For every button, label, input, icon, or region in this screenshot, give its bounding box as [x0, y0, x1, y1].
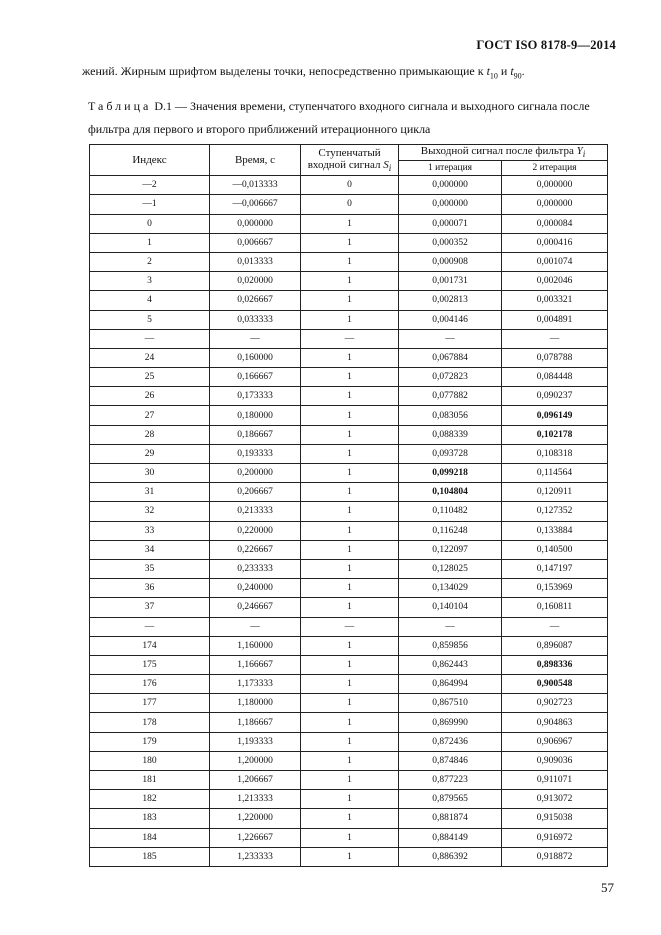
cell-iteration-1: 0,128025	[399, 559, 502, 578]
cell-iteration-2: 0,001074	[502, 252, 608, 271]
cell-iteration-2: 0,000000	[502, 176, 608, 195]
cell-time: 0,213333	[210, 502, 301, 521]
table-row	[90, 540, 608, 559]
cell-index: 5	[90, 310, 210, 329]
cell-index: 182	[90, 790, 210, 809]
cell-step-input: 1	[301, 214, 399, 233]
table-row	[90, 559, 608, 578]
cell-time: —	[210, 329, 301, 348]
cell-time: 0,006667	[210, 233, 301, 252]
cell-step-input: 1	[301, 828, 399, 847]
table-row	[90, 348, 608, 367]
cell-step-input: 1	[301, 847, 399, 866]
cell-time: 1,213333	[210, 790, 301, 809]
cell-index: 181	[90, 771, 210, 790]
cell-iteration-2: 0,902723	[502, 694, 608, 713]
cell-iteration-1: 0,001731	[399, 272, 502, 291]
cell-iteration-2: 0,153969	[502, 579, 608, 598]
table-row	[90, 694, 608, 713]
cell-step-input: 1	[301, 540, 399, 559]
table-row	[90, 636, 608, 655]
cell-time: 0,220000	[210, 521, 301, 540]
table-row	[90, 675, 608, 694]
cell-time: 1,173333	[210, 675, 301, 694]
cell-iteration-2: 0,911071	[502, 771, 608, 790]
cell-iteration-1: 0,000352	[399, 233, 502, 252]
table-row	[90, 329, 608, 348]
cell-iteration-1: 0,000908	[399, 252, 502, 271]
cell-iteration-1: 0,000000	[399, 195, 502, 214]
table-row	[90, 425, 608, 444]
cell-index: 184	[90, 828, 210, 847]
output-sub: i	[582, 149, 586, 160]
cell-step-input: 1	[301, 732, 399, 751]
cell-time: 1,186667	[210, 713, 301, 732]
intro-sentence: жений. Жирным шрифтом выделены точки, непосредственно примыкающие к	[82, 64, 487, 78]
table-row	[90, 579, 608, 598]
cell-time: 1,206667	[210, 771, 301, 790]
cell-iteration-1: 0,002813	[399, 291, 502, 310]
cell-iteration-2: 0,900548	[502, 675, 608, 694]
step-line1: Ступенчатый	[318, 146, 381, 159]
page-number: 57	[601, 880, 614, 895]
cell-time: 0,160000	[210, 348, 301, 367]
table-row	[90, 828, 608, 847]
cell-time: 1,166667	[210, 655, 301, 674]
table-row	[90, 771, 608, 790]
cell-index: 24	[90, 348, 210, 367]
intro-end: .	[521, 64, 525, 78]
table-row	[90, 368, 608, 387]
cell-index: 183	[90, 809, 210, 828]
cell-iteration-1: 0,000071	[399, 214, 502, 233]
cell-step-input: 1	[301, 559, 399, 578]
table-row	[90, 310, 608, 329]
cell-step-input: 0	[301, 176, 399, 195]
cell-time: 1,180000	[210, 694, 301, 713]
cell-iteration-2: 0,084448	[502, 368, 608, 387]
cell-time: 1,193333	[210, 732, 301, 751]
step-var: S	[383, 158, 389, 171]
cell-iteration-2: 0,004891	[502, 310, 608, 329]
cell-iteration-2: 0,078788	[502, 348, 608, 367]
cell-iteration-2: 0,002046	[502, 272, 608, 291]
cell-iteration-1: 0,874846	[399, 751, 502, 770]
cell-iteration-2: 0,918872	[502, 847, 608, 866]
document-header: ГОСТ ISO 8178-9—2014	[476, 38, 616, 52]
table-row	[90, 521, 608, 540]
cell-index: 180	[90, 751, 210, 770]
cell-iteration-1: 0,122097	[399, 540, 502, 559]
cell-time: —0,013333	[210, 176, 301, 195]
cell-iteration-2: 0,133884	[502, 521, 608, 540]
cell-index: 174	[90, 636, 210, 655]
header-row	[90, 145, 608, 161]
cell-iteration-1: —	[399, 329, 502, 348]
cell-step-input: 1	[301, 502, 399, 521]
caption-text: — Значения времени, ступенчатого входного сигнала и выходного сигнала после фильтра для первого и второго приближений итерационного цикла	[88, 99, 590, 136]
cell-iteration-1: 0,884149	[399, 828, 502, 847]
cell-time: 0,020000	[210, 272, 301, 291]
table-row	[90, 655, 608, 674]
cell-step-input: 1	[301, 771, 399, 790]
table-row	[90, 291, 608, 310]
cell-iteration-2: 0,904863	[502, 713, 608, 732]
intro-text	[82, 64, 525, 80]
cell-time: 0,200000	[210, 464, 301, 483]
cell-iteration-1: 0,140104	[399, 598, 502, 617]
cell-iteration-1: 0,083056	[399, 406, 502, 425]
table-row	[90, 751, 608, 770]
cell-iteration-2: 0,120911	[502, 483, 608, 502]
cell-step-input: 1	[301, 252, 399, 271]
cell-index: 28	[90, 425, 210, 444]
cell-time: 0,193333	[210, 444, 301, 463]
cell-index: 1	[90, 233, 210, 252]
cell-iteration-1: 0,859856	[399, 636, 502, 655]
cell-step-input: 1	[301, 713, 399, 732]
cell-step-input: —	[301, 329, 399, 348]
cell-index: 3	[90, 272, 210, 291]
cell-index: 185	[90, 847, 210, 866]
col-header-step	[301, 145, 399, 176]
cell-iteration-2: 0,147197	[502, 559, 608, 578]
cell-step-input: 0	[301, 195, 399, 214]
cell-time: 0,033333	[210, 310, 301, 329]
cell-index: —	[90, 617, 210, 636]
cell-iteration-1: 0,067884	[399, 348, 502, 367]
cell-step-input: 1	[301, 406, 399, 425]
cell-iteration-2: 0,102178	[502, 425, 608, 444]
cell-iteration-2: 0,127352	[502, 502, 608, 521]
cell-step-input: 1	[301, 464, 399, 483]
cell-step-input: —	[301, 617, 399, 636]
cell-step-input: 1	[301, 233, 399, 252]
cell-step-input: 1	[301, 387, 399, 406]
cell-index: 32	[90, 502, 210, 521]
table-row	[90, 406, 608, 425]
cell-iteration-1: 0,879565	[399, 790, 502, 809]
cell-iteration-2: 0,096149	[502, 406, 608, 425]
cell-iteration-2: 0,913072	[502, 790, 608, 809]
cell-iteration-2: 0,000416	[502, 233, 608, 252]
cell-index: 176	[90, 675, 210, 694]
cell-time: 0,026667	[210, 291, 301, 310]
table-row	[90, 809, 608, 828]
cell-iteration-1: 0,116248	[399, 521, 502, 540]
cell-index: 29	[90, 444, 210, 463]
step-sub: i	[388, 162, 392, 173]
cell-index: 4	[90, 291, 210, 310]
cell-index: —2	[90, 176, 210, 195]
cell-iteration-1: 0,077882	[399, 387, 502, 406]
table-row	[90, 195, 608, 214]
table-row	[90, 252, 608, 271]
cell-index: 25	[90, 368, 210, 387]
cell-step-input: 1	[301, 751, 399, 770]
cell-time: 1,200000	[210, 751, 301, 770]
cell-index: 179	[90, 732, 210, 751]
cell-iteration-1: 0,134029	[399, 579, 502, 598]
table-row	[90, 732, 608, 751]
cell-iteration-2: 0,114564	[502, 464, 608, 483]
cell-step-input: 1	[301, 310, 399, 329]
cell-step-input: 1	[301, 348, 399, 367]
col-header-time: Время, с	[210, 145, 301, 176]
cell-iteration-1: 0,872436	[399, 732, 502, 751]
cell-step-input: 1	[301, 521, 399, 540]
table-body	[90, 176, 608, 867]
cell-time: 1,233333	[210, 847, 301, 866]
cell-index: —1	[90, 195, 210, 214]
cell-iteration-1: 0,088339	[399, 425, 502, 444]
cell-time: 1,160000	[210, 636, 301, 655]
table-row	[90, 464, 608, 483]
cell-step-input: 1	[301, 694, 399, 713]
cell-time: 0,186667	[210, 425, 301, 444]
col-header-iter1: 1 итерация	[399, 161, 502, 176]
cell-iteration-2: 0,909036	[502, 751, 608, 770]
col-header-output	[399, 145, 608, 161]
cell-iteration-1: 0,867510	[399, 694, 502, 713]
cell-index: 178	[90, 713, 210, 732]
cell-iteration-2: 0,916972	[502, 828, 608, 847]
cell-iteration-2: 0,160811	[502, 598, 608, 617]
cell-iteration-2: 0,906967	[502, 732, 608, 751]
cell-iteration-1: 0,072823	[399, 368, 502, 387]
var-t10: t	[486, 64, 490, 78]
cell-iteration-1: 0,869990	[399, 713, 502, 732]
cell-index: 30	[90, 464, 210, 483]
cell-iteration-1: 0,004146	[399, 310, 502, 329]
cell-iteration-2: 0,000084	[502, 214, 608, 233]
cell-step-input: 1	[301, 598, 399, 617]
table-row	[90, 847, 608, 866]
cell-iteration-2: 0,090237	[502, 387, 608, 406]
sub-10: 10	[489, 71, 498, 81]
cell-index: 0	[90, 214, 210, 233]
table-row	[90, 790, 608, 809]
cell-step-input: 1	[301, 579, 399, 598]
cell-iteration-2: 0,140500	[502, 540, 608, 559]
cell-time: 0,013333	[210, 252, 301, 271]
table-row	[90, 233, 608, 252]
var-t90: t	[510, 64, 514, 78]
cell-time: 0,180000	[210, 406, 301, 425]
cell-time: 0,240000	[210, 579, 301, 598]
caption-label: Таблица	[88, 99, 152, 113]
cell-iteration-2: 0,915038	[502, 809, 608, 828]
table-row	[90, 502, 608, 521]
cell-time: 0,206667	[210, 483, 301, 502]
cell-index: 26	[90, 387, 210, 406]
cell-step-input: 1	[301, 368, 399, 387]
table-row	[90, 483, 608, 502]
cell-iteration-1: 0,099218	[399, 464, 502, 483]
cell-step-input: 1	[301, 425, 399, 444]
table-row	[90, 617, 608, 636]
cell-index: 36	[90, 579, 210, 598]
cell-iteration-2: 0,896087	[502, 636, 608, 655]
cell-step-input: 1	[301, 636, 399, 655]
cell-time: —0,006667	[210, 195, 301, 214]
cell-time: 0,226667	[210, 540, 301, 559]
cell-index: 175	[90, 655, 210, 674]
cell-iteration-1: 0,110482	[399, 502, 502, 521]
cell-index: 2	[90, 252, 210, 271]
cell-index: 35	[90, 559, 210, 578]
table-row	[90, 598, 608, 617]
table-row	[90, 176, 608, 195]
col-header-iter2: 2 итерация	[502, 161, 608, 176]
table-row	[90, 713, 608, 732]
cell-time: 1,220000	[210, 809, 301, 828]
cell-iteration-2: 0,108318	[502, 444, 608, 463]
cell-iteration-2: —	[502, 329, 608, 348]
cell-step-input: 1	[301, 291, 399, 310]
cell-iteration-1: —	[399, 617, 502, 636]
cell-time: 0,166667	[210, 368, 301, 387]
cell-iteration-1: 0,881874	[399, 809, 502, 828]
cell-step-input: 1	[301, 272, 399, 291]
cell-index: 34	[90, 540, 210, 559]
step-line2: входной сигнал	[307, 158, 384, 171]
cell-step-input: 1	[301, 655, 399, 674]
cell-iteration-2: —	[502, 617, 608, 636]
cell-index: 177	[90, 694, 210, 713]
intro-and: и	[497, 64, 511, 78]
sub-90: 90	[513, 71, 522, 81]
cell-iteration-1: 0,104804	[399, 483, 502, 502]
cell-time: 0,246667	[210, 598, 301, 617]
caption-number: D.1	[151, 99, 172, 113]
table-row	[90, 214, 608, 233]
cell-iteration-1: 0,093728	[399, 444, 502, 463]
cell-iteration-1: 0,862443	[399, 655, 502, 674]
cell-time: 0,000000	[210, 214, 301, 233]
cell-iteration-1: 0,886392	[399, 847, 502, 866]
cell-step-input: 1	[301, 675, 399, 694]
cell-step-input: 1	[301, 444, 399, 463]
cell-iteration-1: 0,864994	[399, 675, 502, 694]
table-row	[90, 387, 608, 406]
cell-time: 0,173333	[210, 387, 301, 406]
table-row	[90, 444, 608, 463]
cell-index: 33	[90, 521, 210, 540]
cell-index: 31	[90, 483, 210, 502]
cell-index: 37	[90, 598, 210, 617]
col-header-index: Индекс	[90, 145, 210, 176]
output-label: Выходной сигнал после фильтра	[420, 145, 577, 157]
cell-time: —	[210, 617, 301, 636]
cell-step-input: 1	[301, 483, 399, 502]
cell-iteration-1: 0,877223	[399, 771, 502, 790]
cell-iteration-2: 0,003321	[502, 291, 608, 310]
cell-index: —	[90, 329, 210, 348]
cell-step-input: 1	[301, 790, 399, 809]
cell-iteration-2: 0,000000	[502, 195, 608, 214]
cell-iteration-2: 0,898336	[502, 655, 608, 674]
cell-index: 27	[90, 406, 210, 425]
output-var: Y	[576, 145, 583, 157]
table-row	[90, 272, 608, 291]
data-table	[89, 144, 608, 867]
table-caption	[88, 95, 608, 141]
cell-step-input: 1	[301, 809, 399, 828]
cell-time: 1,226667	[210, 828, 301, 847]
cell-iteration-1: 0,000000	[399, 176, 502, 195]
cell-time: 0,233333	[210, 559, 301, 578]
